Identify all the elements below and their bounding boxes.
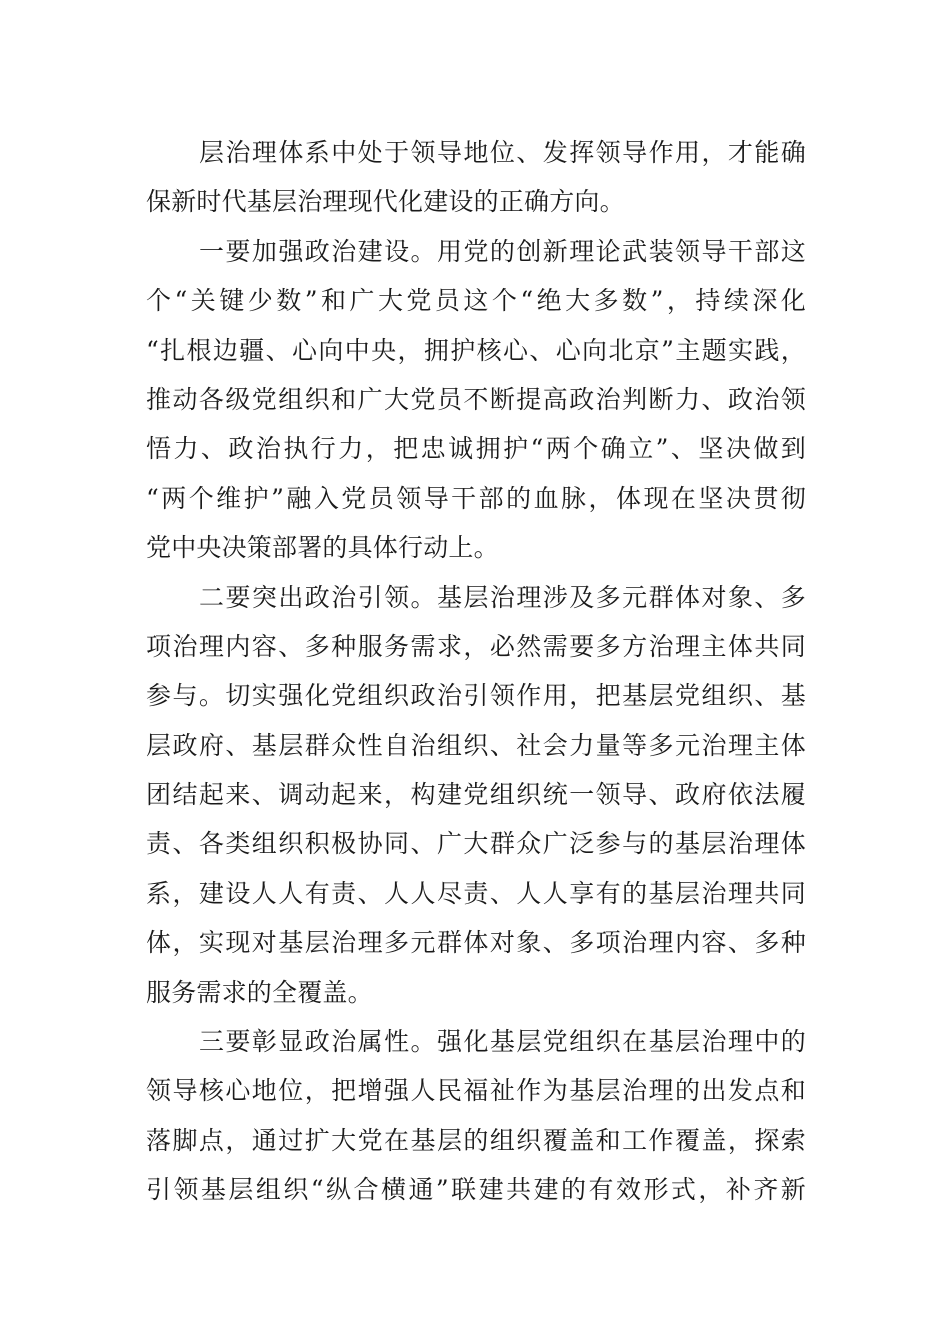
text-line: 责、各类组织积极协同、广大群众广泛参与的基层治理体 — [146, 829, 806, 859]
text-line: 一要加强政治建设。用党的创新理论武装领导干部这 — [199, 236, 806, 266]
text-line: 参与。切实强化党组织政治引领作用，把基层党组织、基 — [146, 681, 806, 711]
text-line: 引领基层组织“纵合横通”联建共建的有效形式，补齐新 — [146, 1175, 806, 1205]
text-line: 项治理内容、多种服务需求，必然需要多方治理主体共同 — [146, 631, 806, 661]
document-body — [146, 128, 806, 1215]
text-line: 层政府、基层群众性自治组织、社会力量等多元治理主体 — [146, 730, 806, 760]
text-line: 领导核心地位，把增强人民福祉作为基层治理的出发点和 — [146, 1076, 806, 1106]
text-line: 团结起来、调动起来，构建党组织统一领导、政府依法履 — [146, 780, 806, 810]
text-line: 悟力、政治执行力，把忠诚拥护“两个确立”、坚决做到 — [146, 434, 806, 464]
text-line: 党中央决策部署的具体行动上。 — [146, 533, 499, 563]
text-line: “两个维护”融入党员领导干部的血脉，体现在坚决贯彻 — [146, 483, 806, 513]
paragraph-political-attribute — [146, 1017, 806, 1215]
text-line: 系，建设人人有责、人人尽责、人人享有的基层治理共同 — [146, 878, 806, 908]
text-line: 二要突出政治引领。基层治理涉及多元群体对象、多 — [199, 582, 806, 612]
text-line: 推动各级党组织和广大党员不断提高政治判断力、政治领 — [146, 384, 806, 414]
text-line: 个“关键少数”和广大党员这个“绝大多数”，持续深化 — [146, 286, 806, 316]
text-line: 体，实现对基层治理多元群体对象、多项治理内容、多种 — [146, 928, 806, 958]
text-line: 三要彰显政治属性。强化基层党组织在基层治理中的 — [199, 1027, 806, 1057]
text-line: 落脚点，通过扩大党在基层的组织覆盖和工作覆盖，探索 — [146, 1125, 806, 1155]
text-line: “扎根边疆、心向中央，拥护核心、心向北京”主题实践， — [146, 335, 806, 365]
paragraph-political-guidance — [146, 573, 806, 1018]
paragraph-political-construction — [146, 227, 806, 573]
paragraph-continuation — [146, 128, 806, 227]
text-line: 层治理体系中处于领导地位、发挥领导作用，才能确 — [199, 138, 806, 167]
text-line: 保新时代基层治理现代化建设的正确方向。 — [146, 187, 625, 217]
text-line: 服务需求的全覆盖。 — [146, 977, 373, 1007]
